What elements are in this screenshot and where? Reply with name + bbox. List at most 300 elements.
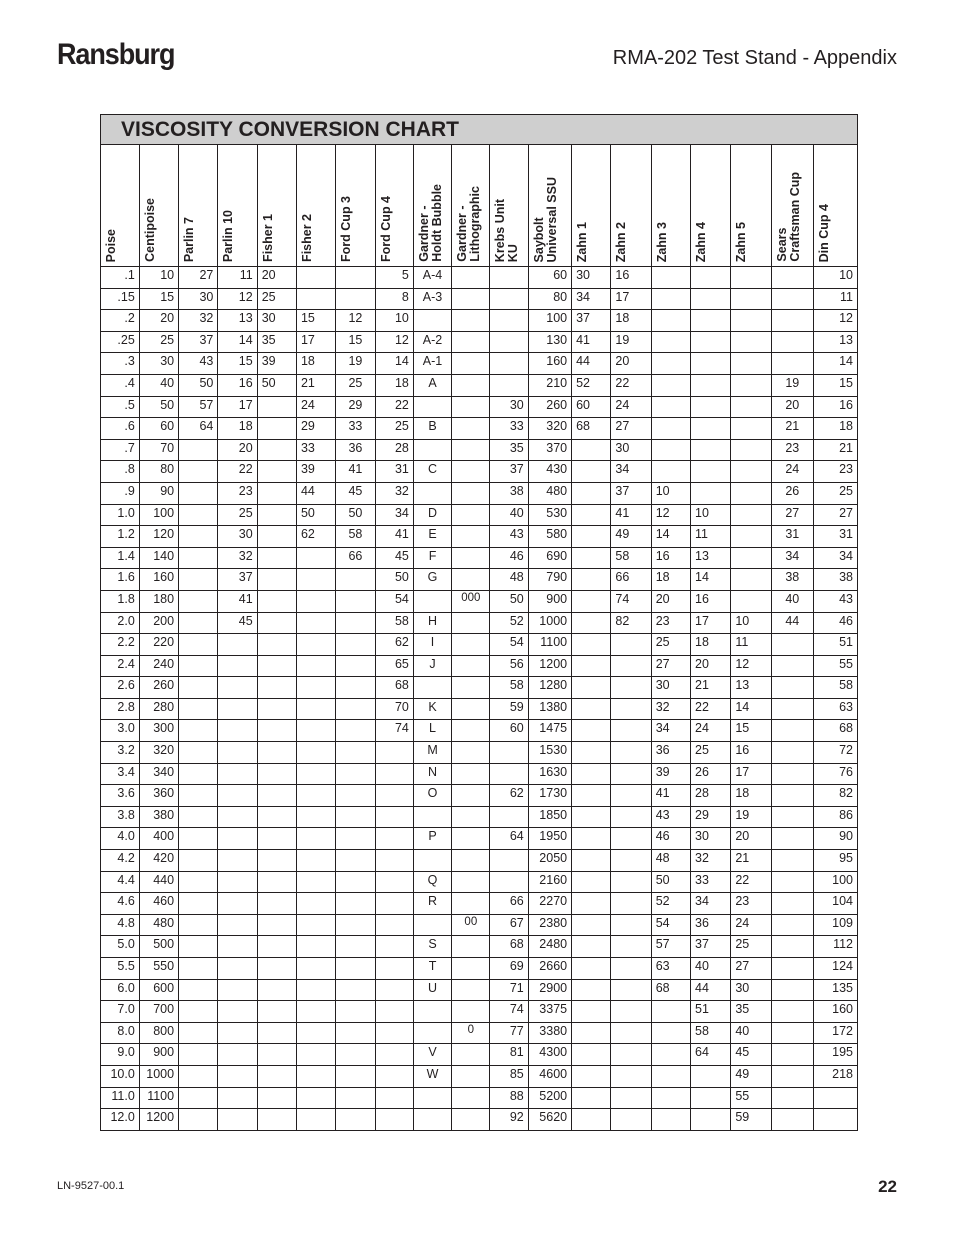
table-cell: [452, 612, 490, 634]
table-cell: 34: [771, 547, 813, 569]
table-cell: 21: [296, 374, 335, 396]
column-header-label: Centipoise: [142, 198, 157, 262]
table-cell: C: [413, 461, 451, 483]
table-cell: [572, 655, 611, 677]
table-cell: 17: [218, 396, 257, 418]
table-cell: [651, 267, 690, 289]
table-cell: [257, 569, 296, 591]
table-cell: [691, 374, 731, 396]
table-cell: 63: [813, 698, 857, 720]
column-header: [218, 145, 257, 267]
table-cell: [336, 763, 375, 785]
table-cell: [179, 634, 218, 656]
table-cell: [296, 763, 335, 785]
table-cell: V: [413, 1044, 451, 1066]
table-cell: 10: [651, 482, 690, 504]
table-cell: 68: [490, 936, 528, 958]
table-cell: [771, 914, 813, 936]
table-cell: [296, 1001, 335, 1023]
table-cell: [218, 720, 257, 742]
table-cell: [179, 439, 218, 461]
table-cell: S: [413, 936, 451, 958]
table-cell: [572, 979, 611, 1001]
column-header-label: Zahn 5: [734, 221, 749, 262]
table-cell: [691, 439, 731, 461]
table-cell: 800: [139, 1022, 178, 1044]
table-cell: [336, 634, 375, 656]
table-cell: 22: [731, 871, 771, 893]
table-cell: 24: [691, 720, 731, 742]
table-cell: [771, 979, 813, 1001]
table-cell: [572, 958, 611, 980]
table-cell: [771, 353, 813, 375]
table-cell: 15: [296, 310, 335, 332]
table-cell: [257, 439, 296, 461]
table-cell: [572, 461, 611, 483]
column-header-label: Zahn 2: [614, 221, 629, 262]
table-cell: 19: [731, 806, 771, 828]
table-cell: 44: [691, 979, 731, 1001]
table-cell: 48: [490, 569, 528, 591]
table-cell: 39: [257, 353, 296, 375]
table-cell: [257, 418, 296, 440]
table-cell: 70: [139, 439, 178, 461]
table-cell: [771, 806, 813, 828]
table-cell: A-2: [413, 331, 451, 353]
table-cell: [452, 547, 490, 569]
table-cell: 5: [375, 267, 413, 289]
table-cell: [490, 871, 528, 893]
table-cell: U: [413, 979, 451, 1001]
table-cell: 0: [452, 1022, 490, 1044]
table-cell: [490, 742, 528, 764]
table-cell: [257, 547, 296, 569]
table-cell: 41: [572, 331, 611, 353]
table-cell: 4300: [528, 1044, 571, 1066]
table-cell: [651, 439, 690, 461]
table-cell: [771, 742, 813, 764]
table-cell: 67: [490, 914, 528, 936]
table-cell: 14: [813, 353, 857, 375]
table-cell: [218, 655, 257, 677]
table-cell: 51: [691, 1001, 731, 1023]
table-cell: [179, 1022, 218, 1044]
table-cell: [691, 461, 731, 483]
table-cell: 68: [572, 418, 611, 440]
table-cell: 10: [139, 267, 178, 289]
column-header: [179, 145, 218, 267]
table-cell: 5200: [528, 1087, 571, 1109]
table-cell: 160: [813, 1001, 857, 1023]
table-cell: 8: [375, 288, 413, 310]
table-cell: 50: [375, 569, 413, 591]
table-cell: 33: [490, 418, 528, 440]
table-cell: [257, 1001, 296, 1023]
table-cell: 2.4: [101, 655, 139, 677]
table-cell: [218, 763, 257, 785]
table-cell: 1.0: [101, 504, 139, 526]
table-cell: 440: [139, 871, 178, 893]
table-cell: 19: [336, 353, 375, 375]
table-cell: [490, 310, 528, 332]
table-cell: [257, 763, 296, 785]
table-cell: 29: [691, 806, 731, 828]
table-cell: [257, 655, 296, 677]
table-cell: 14: [651, 526, 690, 548]
table-cell: 27: [179, 267, 218, 289]
table-cell: 62: [375, 634, 413, 656]
table-cell: [413, 1001, 451, 1023]
table-row: [101, 310, 857, 332]
table-cell: 54: [490, 634, 528, 656]
table-cell: 20: [691, 655, 731, 677]
table-cell: [572, 634, 611, 656]
table-cell: [257, 396, 296, 418]
column-header: [101, 145, 139, 267]
table-cell: 27: [651, 655, 690, 677]
table-cell: 68: [375, 677, 413, 699]
table-cell: [179, 569, 218, 591]
table-cell: [731, 526, 771, 548]
column-header: [731, 145, 771, 267]
table-cell: 43: [490, 526, 528, 548]
table-cell: [490, 763, 528, 785]
table-cell: [771, 1065, 813, 1087]
table-cell: .7: [101, 439, 139, 461]
table-cell: [179, 958, 218, 980]
table-cell: [452, 439, 490, 461]
table-cell: 44: [771, 612, 813, 634]
table-cell: 55: [813, 655, 857, 677]
table-cell: .6: [101, 418, 139, 440]
table-cell: A-1: [413, 353, 451, 375]
table-cell: [218, 1001, 257, 1023]
table-cell: [257, 698, 296, 720]
column-header: [572, 145, 611, 267]
table-cell: [179, 936, 218, 958]
table-cell: 2900: [528, 979, 571, 1001]
table-cell: 33: [691, 871, 731, 893]
table-cell: 34: [375, 504, 413, 526]
table-row: [101, 871, 857, 893]
table-cell: [257, 482, 296, 504]
table-cell: 29: [336, 396, 375, 418]
table-cell: [375, 785, 413, 807]
table-cell: [771, 331, 813, 353]
table-row: [101, 569, 857, 591]
table-row: [101, 1001, 857, 1023]
table-cell: 530: [528, 504, 571, 526]
table-cell: 104: [813, 893, 857, 915]
table-cell: 30: [651, 677, 690, 699]
table-cell: 35: [490, 439, 528, 461]
table-cell: [452, 504, 490, 526]
table-cell: [771, 1109, 813, 1130]
table-cell: E: [413, 526, 451, 548]
table-cell: 18: [651, 569, 690, 591]
table-cell: [375, 893, 413, 915]
table-cell: [611, 1109, 651, 1130]
table-cell: 300: [139, 720, 178, 742]
table-cell: [651, 396, 690, 418]
table-cell: [611, 1022, 651, 1044]
table-cell: [218, 1044, 257, 1066]
table-cell: [771, 655, 813, 677]
table-cell: .9: [101, 482, 139, 504]
table-cell: [336, 612, 375, 634]
table-cell: 76: [813, 763, 857, 785]
column-header-label: Parlin 10: [221, 209, 236, 262]
table-row: [101, 763, 857, 785]
table-cell: 57: [179, 396, 218, 418]
table-cell: 28: [691, 785, 731, 807]
table-cell: 4.8: [101, 914, 139, 936]
table-cell: T: [413, 958, 451, 980]
table-cell: [336, 677, 375, 699]
table-cell: [452, 418, 490, 440]
table-cell: 12: [651, 504, 690, 526]
table-cell: [179, 893, 218, 915]
table-cell: 1.8: [101, 590, 139, 612]
table-row: [101, 1087, 857, 1109]
table-cell: [296, 1065, 335, 1087]
table-cell: A-3: [413, 288, 451, 310]
column-header-label: Din Cup 4: [816, 203, 831, 262]
table-cell: L: [413, 720, 451, 742]
table-cell: 40: [490, 504, 528, 526]
table-cell: [611, 1044, 651, 1066]
table-cell: 46: [813, 612, 857, 634]
table-cell: [296, 590, 335, 612]
table-cell: 36: [691, 914, 731, 936]
table-cell: 28: [375, 439, 413, 461]
table-cell: [336, 288, 375, 310]
table-cell: 4.6: [101, 893, 139, 915]
table-cell: [731, 418, 771, 440]
table-cell: 35: [257, 331, 296, 353]
table-cell: [413, 396, 451, 418]
document-title: RMA-202 Test Stand - Appendix: [612, 47, 897, 69]
table-cell: [611, 720, 651, 742]
table-cell: 41: [218, 590, 257, 612]
table-cell: 11: [731, 634, 771, 656]
table-cell: .4: [101, 374, 139, 396]
table-cell: [296, 893, 335, 915]
table-cell: .15: [101, 288, 139, 310]
table-cell: 41: [611, 504, 651, 526]
table-cell: 25: [731, 936, 771, 958]
table-cell: [452, 1087, 490, 1109]
table-cell: 65: [375, 655, 413, 677]
table-cell: 30: [139, 353, 178, 375]
table-cell: 60: [490, 720, 528, 742]
table-cell: [572, 1022, 611, 1044]
table-cell: [452, 806, 490, 828]
table-cell: 17: [691, 612, 731, 634]
table-cell: 14: [218, 331, 257, 353]
table-cell: [452, 267, 490, 289]
table-cell: [257, 742, 296, 764]
table-cell: [296, 634, 335, 656]
table-cell: [296, 698, 335, 720]
table-cell: [218, 958, 257, 980]
table-cell: [691, 267, 731, 289]
table-cell: [375, 958, 413, 980]
table-cell: 88: [490, 1087, 528, 1109]
table-cell: 59: [490, 698, 528, 720]
table-cell: 10: [731, 612, 771, 634]
table-cell: 600: [139, 979, 178, 1001]
table-cell: [572, 547, 611, 569]
table-cell: [413, 914, 451, 936]
table-cell: 31: [771, 526, 813, 548]
table-cell: 16: [651, 547, 690, 569]
table-cell: 120: [139, 526, 178, 548]
table-cell: 21: [731, 850, 771, 872]
table-cell: [731, 439, 771, 461]
table-cell: [572, 914, 611, 936]
table-cell: [413, 1109, 451, 1130]
table-cell: 4.2: [101, 850, 139, 872]
column-header: [257, 145, 296, 267]
table-cell: [413, 590, 451, 612]
table-cell: [611, 677, 651, 699]
table-cell: [452, 958, 490, 980]
table-cell: [336, 958, 375, 980]
table-cell: 1630: [528, 763, 571, 785]
table-cell: [336, 1044, 375, 1066]
table-cell: [572, 850, 611, 872]
table-row: [101, 806, 857, 828]
table-cell: 59: [731, 1109, 771, 1130]
table-cell: [179, 526, 218, 548]
table-cell: [179, 1065, 218, 1087]
table-cell: 10: [691, 504, 731, 526]
table-cell: [611, 806, 651, 828]
table-cell: [490, 267, 528, 289]
table-cell: [452, 1109, 490, 1130]
table-cell: [611, 979, 651, 1001]
table-cell: 86: [813, 806, 857, 828]
table-cell: 2050: [528, 850, 571, 872]
table-cell: 95: [813, 850, 857, 872]
table-cell: 20: [611, 353, 651, 375]
page-number: 22: [878, 1177, 897, 1196]
table-cell: [771, 310, 813, 332]
table-cell: 3375: [528, 1001, 571, 1023]
table-cell: 8.0: [101, 1022, 139, 1044]
table-cell: 39: [651, 763, 690, 785]
table-cell: 4600: [528, 1065, 571, 1087]
table-cell: [771, 958, 813, 980]
table-cell: [611, 871, 651, 893]
table-cell: [731, 569, 771, 591]
table-cell: 25: [139, 331, 178, 353]
table-cell: [336, 914, 375, 936]
table-row: [101, 979, 857, 1001]
table-cell: 34: [651, 720, 690, 742]
table-cell: [611, 655, 651, 677]
table-cell: [452, 871, 490, 893]
table-cell: 30: [691, 828, 731, 850]
table-cell: [452, 331, 490, 353]
table-cell: [490, 806, 528, 828]
chart-title: VISCOSITY CONVERSION CHART: [101, 115, 857, 145]
table-cell: [452, 828, 490, 850]
table-cell: 2160: [528, 871, 571, 893]
table-cell: 34: [611, 461, 651, 483]
column-header-label: Fisher 1: [260, 214, 275, 262]
table-cell: 41: [336, 461, 375, 483]
table-cell: [651, 461, 690, 483]
table-cell: [452, 698, 490, 720]
table-cell: B: [413, 418, 451, 440]
table-cell: [452, 1065, 490, 1087]
table-cell: 21: [691, 677, 731, 699]
column-header-label: Zahn 1: [575, 221, 590, 262]
table-cell: 30: [731, 979, 771, 1001]
table-cell: 23: [651, 612, 690, 634]
table-cell: 1475: [528, 720, 571, 742]
table-cell: 3.8: [101, 806, 139, 828]
column-header: [375, 145, 413, 267]
table-cell: 7.0: [101, 1001, 139, 1023]
table-cell: [452, 850, 490, 872]
table-cell: [691, 1109, 731, 1130]
table-cell: 18: [691, 634, 731, 656]
table-cell: 26: [771, 482, 813, 504]
table-cell: 22: [611, 374, 651, 396]
table-cell: [572, 871, 611, 893]
table-cell: [611, 785, 651, 807]
table-cell: 3.2: [101, 742, 139, 764]
table-cell: 16: [691, 590, 731, 612]
table-cell: [651, 374, 690, 396]
table-cell: 34: [691, 893, 731, 915]
table-cell: 25: [813, 482, 857, 504]
table-row: [101, 634, 857, 656]
table-cell: [336, 871, 375, 893]
table-row: [101, 267, 857, 289]
table-cell: [336, 590, 375, 612]
table-cell: 60: [528, 267, 571, 289]
table-cell: 77: [490, 1022, 528, 1044]
table-cell: 5620: [528, 1109, 571, 1130]
table-row: [101, 418, 857, 440]
table-cell: [375, 1001, 413, 1023]
table-cell: 19: [771, 374, 813, 396]
table-cell: 27: [611, 418, 651, 440]
table-cell: 2380: [528, 914, 571, 936]
table-cell: [413, 310, 451, 332]
table-cell: [572, 742, 611, 764]
table-cell: [490, 374, 528, 396]
table-cell: 45: [336, 482, 375, 504]
table-cell: [611, 958, 651, 980]
table-cell: 41: [651, 785, 690, 807]
table-cell: [257, 806, 296, 828]
table-cell: 46: [651, 828, 690, 850]
table-row: [101, 439, 857, 461]
table-cell: [336, 569, 375, 591]
table-cell: 240: [139, 655, 178, 677]
table-cell: 5.0: [101, 936, 139, 958]
table-cell: [179, 1044, 218, 1066]
table-cell: [611, 914, 651, 936]
table-cell: [296, 1109, 335, 1130]
table-cell: [452, 1044, 490, 1066]
table-cell: I: [413, 634, 451, 656]
